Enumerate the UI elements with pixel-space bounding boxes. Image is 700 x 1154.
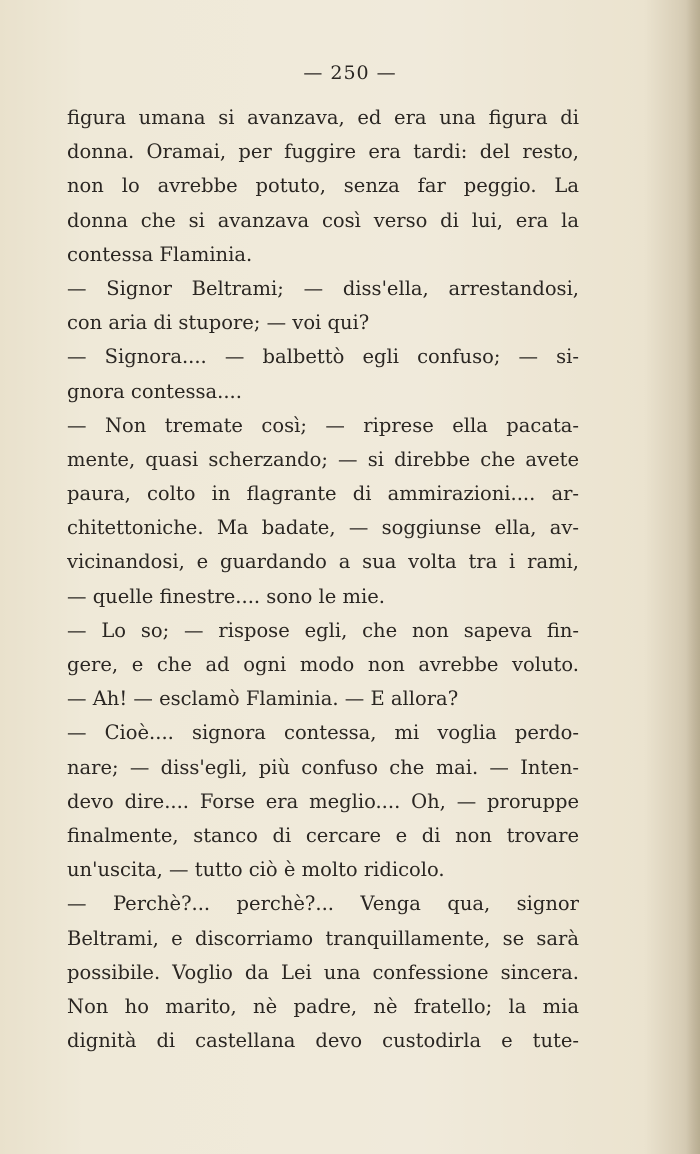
text-line: devo dire.... Forse era meglio.... Oh, — proruppe bbox=[67, 789, 579, 813]
text-line: chitettoniche. Ma badate, — soggiunse ella, av- bbox=[67, 516, 579, 540]
text-line: dignità di castellana devo custodirla e tute- bbox=[67, 1029, 579, 1053]
text-line: — Signor Beltrami; — diss'ella, arrestandosi, bbox=[67, 276, 579, 300]
text-line: nare; — diss'egli, più confuso che mai. — Inten- bbox=[67, 755, 579, 779]
page-number: — 250 — bbox=[303, 62, 397, 84]
text-line: — Cioè.... signora contessa, mi voglia perdo- bbox=[67, 721, 579, 745]
text-line: — Perchè?... perchè?... Venga qua, signor bbox=[67, 892, 579, 916]
text-line: paura, colto in flagrante di ammirazioni.... ar- bbox=[67, 482, 579, 506]
text-line: — quelle finestre.... sono le mie. bbox=[67, 584, 385, 608]
text-line: Beltrami, e discorriamo tranquillamente, se sarà bbox=[67, 926, 579, 950]
text-line: Non ho marito, nè padre, nè fratello; la mia bbox=[67, 994, 579, 1018]
text-line: finalmente, stanco di cercare e di non trovare bbox=[67, 823, 579, 847]
text-line: donna che si avanzava così verso di lui, era la bbox=[67, 208, 579, 232]
page-edge-shadow bbox=[686, 0, 700, 1154]
text-line: figura umana si avanzava, ed era una figura di bbox=[67, 106, 579, 129]
text-line: — Non tremate così; — riprese ella pacata- bbox=[67, 413, 579, 437]
text-line: con aria di stupore; — voi qui? bbox=[67, 311, 370, 335]
text-line: non lo avrebbe potuto, senza far peggio. La bbox=[67, 174, 579, 198]
text-line: gere, e che ad ogni modo non avrebbe voluto. bbox=[67, 653, 579, 676]
text-line: mente, quasi scherzando; — si direbbe che avete bbox=[67, 447, 579, 471]
text-line: donna. Oramai, per fuggire era tardi: del resto, bbox=[67, 140, 579, 164]
body-text bbox=[67, 101, 579, 1058]
text-line: contessa Flaminia. bbox=[67, 242, 253, 266]
text-line: vicinandosi, e guardando a sua volta tra i rami, bbox=[67, 550, 579, 574]
text-line: — Signora.... — balbettò egli confuso; — si- bbox=[67, 345, 579, 369]
text-line: — Ah! — esclamò Flaminia. — E allora? bbox=[67, 687, 459, 711]
text-line: gnora contessa.... bbox=[67, 379, 242, 403]
text-line: possibile. Voglio da Lei una confessione sincera. bbox=[67, 960, 579, 984]
text-line: un'uscita, — tutto ciò è molto ridicolo. bbox=[67, 858, 445, 882]
text-line: — Lo so; — rispose egli, che non sapeva fin- bbox=[67, 618, 579, 642]
